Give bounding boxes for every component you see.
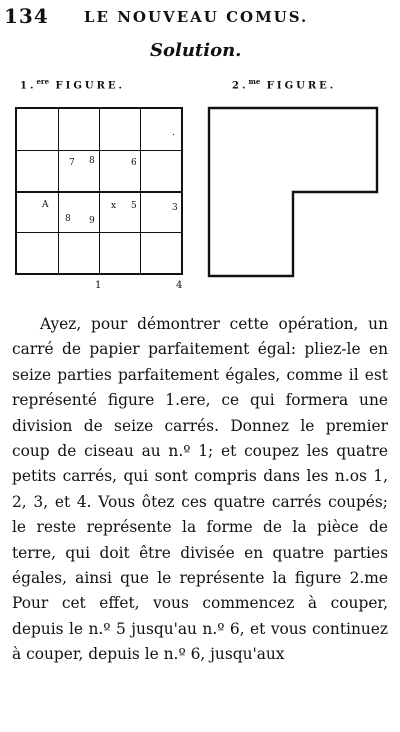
body-paragraph: Ayez, pour démontrer cette opération, un carré de papier parfaitement égal: pliez-le en seize parties parfaitement égales, comme il est représenté figure 1.ere, ce qui formera une division de seize carrés. Donnez le premier coup de ciseau au n.º 1; et coupez les quatre petits carrés, qui sont compris dans les n.os 1, 2, 3, et 4. Vous ôtez ces quatre carrés coupés; le reste représente la forme de la pièce de terre, qui doit être divisée en quatre parties égales, ainsi que le représente la figure 2.me Pour cet effet, vous commencez à couper, depuis le n.º 5 jusqu'au n.º 6, et vous continuez à couper, depuis le n.º 6, jusqu'aux [12, 315, 388, 664]
figure-2-caption-ordinal: me [248, 77, 261, 86]
grid-label-9: 9 [89, 216, 95, 226]
grid-label-6: 6 [131, 158, 137, 168]
grid-mark-4: 4 [176, 280, 183, 291]
grid-line-horizontal-3 [17, 232, 181, 233]
figure-1-grid [15, 107, 183, 275]
section-title: Solution. [150, 40, 242, 61]
grid-line-horizontal-2 [17, 191, 181, 193]
figure-2-caption-number: 2. [232, 80, 249, 92]
figure-2-caption [232, 77, 336, 91]
grid-label-3: 3 [172, 203, 178, 213]
grid-label-7: 7 [69, 158, 75, 168]
grid-label-8: 8 [89, 156, 95, 166]
grid-line-horizontal-1 [17, 150, 181, 151]
figure-2-l-shape [206, 105, 380, 279]
figure-1-caption-ordinal: ere [36, 77, 50, 86]
grid-mark-1: 1 [95, 280, 102, 291]
page-number: 134 [4, 4, 49, 28]
figure-1-caption-number: 1. [20, 80, 37, 92]
page-header [4, 4, 384, 28]
grid-label-8-lower: 8 [65, 214, 71, 224]
grid-label-dot: . [172, 128, 175, 138]
grid-label-A: A [42, 200, 49, 210]
running-head: LE NOUVEAU COMUS. [84, 8, 309, 26]
grid-label-5: 5 [131, 201, 137, 211]
figure-2-caption-word: FIGURE. [260, 80, 337, 92]
figure-1-caption-word: FIGURE. [49, 80, 125, 92]
figure-1-caption [20, 77, 125, 91]
l-shape-outline [209, 108, 377, 276]
grid-label-x: x [111, 201, 117, 211]
body-text [12, 312, 388, 668]
